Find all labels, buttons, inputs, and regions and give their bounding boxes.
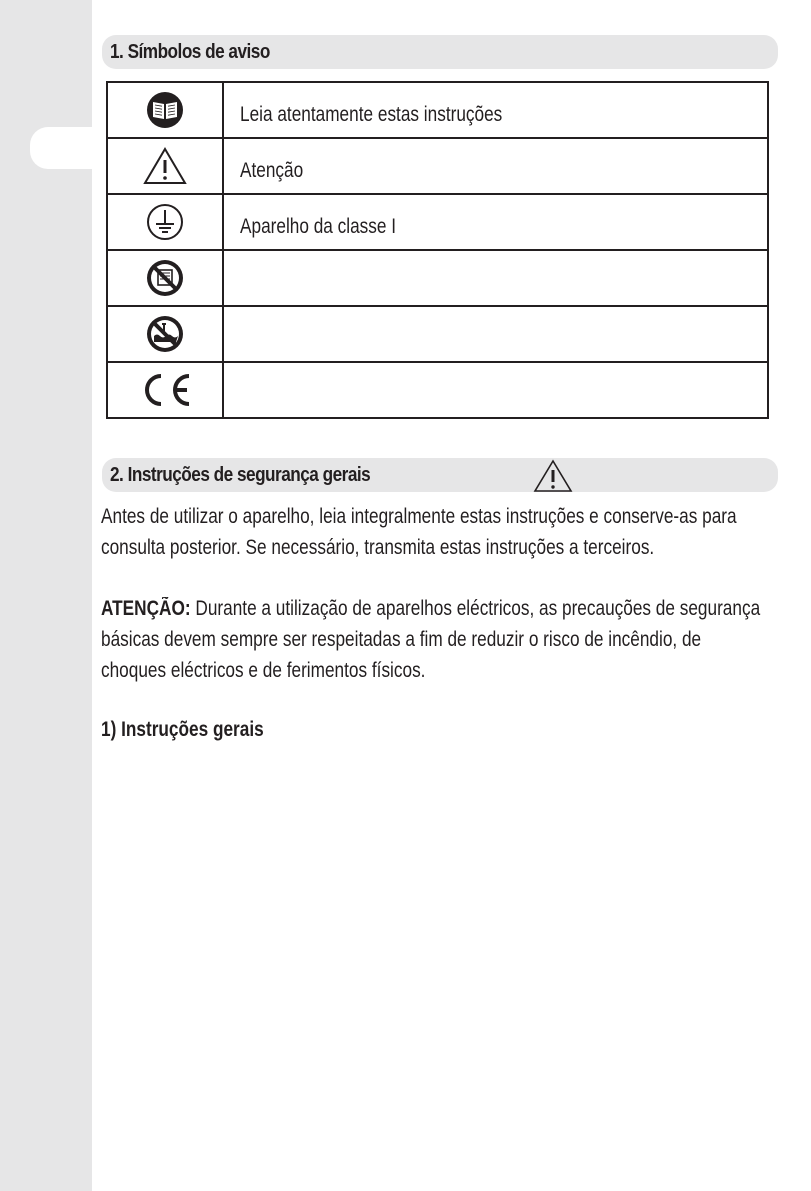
side-tab <box>30 127 92 169</box>
table-row: Leia atentamente estas instruções <box>107 82 768 138</box>
table-row: Atenção <box>107 138 768 194</box>
table-row <box>107 362 768 418</box>
subheading-general-instructions: 1) Instruções gerais <box>101 718 264 741</box>
warning-triangle-icon <box>532 459 574 493</box>
table-row: Aparelho da classe I <box>107 194 768 250</box>
section-header-warning-symbols <box>102 35 778 69</box>
symbol-table <box>106 81 769 419</box>
intro-paragraph: Antes de utilizar o aparelho, leia integralmente estas instruções e conserve-as para consulta posterior. Se necessário, transmita estas instruções a terceiros. <box>101 505 737 559</box>
section-title: 2. Instruções de segurança gerais <box>110 463 371 486</box>
no-water-immersion-icon <box>145 314 185 354</box>
protective-earth-icon <box>145 202 185 242</box>
ce-mark-icon <box>137 370 193 410</box>
table-row <box>107 306 768 362</box>
no-cover-icon <box>145 258 185 298</box>
section-header-general-safety <box>102 458 778 492</box>
section-title: 1. Símbolos de aviso <box>110 40 270 63</box>
attention-paragraph: ATENÇÃO: Durante a utilização de aparelhos eléctricos, as precauções de segurança básicas devem sempre ser respeitadas a fim de reduzir o risco de incêndio, de choques eléctricos e de ferimentos físicos. <box>101 597 761 682</box>
page-margin <box>0 0 92 1191</box>
attention-label: ATENÇÃO: <box>101 597 191 620</box>
table-row <box>107 250 768 306</box>
read-instructions-icon <box>145 90 185 130</box>
warning-triangle-icon <box>142 146 188 186</box>
